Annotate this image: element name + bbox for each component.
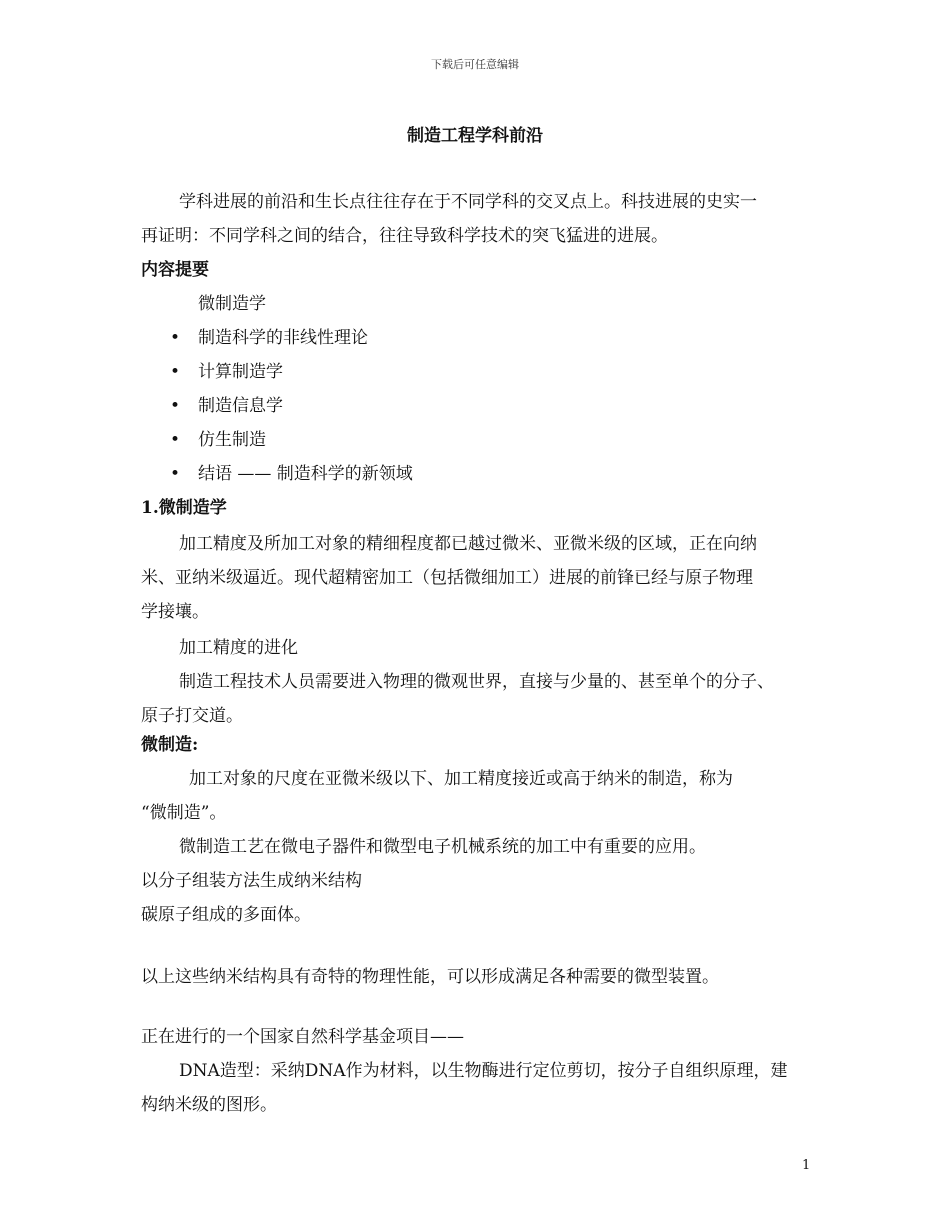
document-title: 制造工程学科前沿 <box>407 126 543 146</box>
para9-line1: DNA造型：采纳DNA作为材料，以生物酶进行定位剪切，按分子自组织原理，建 <box>179 1061 788 1081</box>
para1-line3: 学接壤。 <box>141 602 209 622</box>
para3-line2: “微制造”。 <box>141 803 227 823</box>
bullet-label: 计算制造学 <box>198 362 283 382</box>
line-carbon-polyhedron: 碳原子组成的多面体。 <box>141 905 311 925</box>
subheading-precision-evolution: 加工精度的进化 <box>179 638 298 658</box>
intro-line-2: 再证明：不同学科之间的结合，往往导致科学技术的突飞猛进的进展。 <box>141 226 668 246</box>
outline-first-item: 微制造学 <box>198 294 266 314</box>
section-heading: 1.微制造学 <box>141 498 227 518</box>
bullet-label: 结语 —— 制造科学的新领域 <box>198 464 413 484</box>
bullet-item <box>170 457 413 491</box>
bullet-label: 制造科学的非线性理论 <box>198 328 368 348</box>
bullet-icon: • <box>170 464 181 484</box>
page-header: 下载后可任意编辑 <box>431 58 519 71</box>
para4: 微制造工艺在微电子器件和微型电子机械系统的加工中有重要的应用。 <box>179 837 706 857</box>
bullet-item <box>170 389 283 423</box>
bullet-icon: • <box>170 362 181 382</box>
para2-line2: 原子打交道。 <box>141 706 243 726</box>
line-nsf-project: 正在进行的一个国家自然科学基金项目—— <box>141 1027 464 1047</box>
para1-line2: 米、亚纳米级逼近。现代超精密加工（包括微细加工）进展的前锋已经与原子物理 <box>141 568 753 588</box>
bullet-item <box>170 355 283 389</box>
page-number: 1 <box>802 1158 811 1173</box>
para9-line2: 构纳米级的图形。 <box>141 1095 277 1115</box>
bullet-label: 仿生制造 <box>198 430 266 450</box>
bullet-item <box>170 423 266 457</box>
bullet-icon: • <box>170 430 181 450</box>
line-nanostructure-properties: 以上这些纳米结构具有奇特的物理性能，可以形成满足各种需要的微型装置。 <box>141 967 719 987</box>
bullet-label: 制造信息学 <box>198 396 283 416</box>
intro-line-1: 学科进展的前沿和生长点往往存在于不同学科的交叉点上。科技进展的史实一 <box>179 192 757 212</box>
micro-manufacturing-heading: 微制造: <box>141 735 199 755</box>
outline-heading: 内容提要 <box>141 260 209 280</box>
para1-line1: 加工精度及所加工对象的精细程度都已越过微米、亚微米级的区域，正在向纳 <box>179 534 757 554</box>
bullet-icon: • <box>170 396 181 416</box>
para3-line1: 加工对象的尺度在亚微米级以下、加工精度接近或高于纳米的制造，称为 <box>189 769 733 789</box>
bullet-item <box>170 321 368 355</box>
bullet-icon: • <box>170 328 181 348</box>
para2-line1: 制造工程技术人员需要进入物理的微观世界，直接与少量的、甚至单个的分子、 <box>179 672 774 692</box>
line-molecular-assembly: 以分子组装方法生成纳米结构 <box>141 871 362 891</box>
